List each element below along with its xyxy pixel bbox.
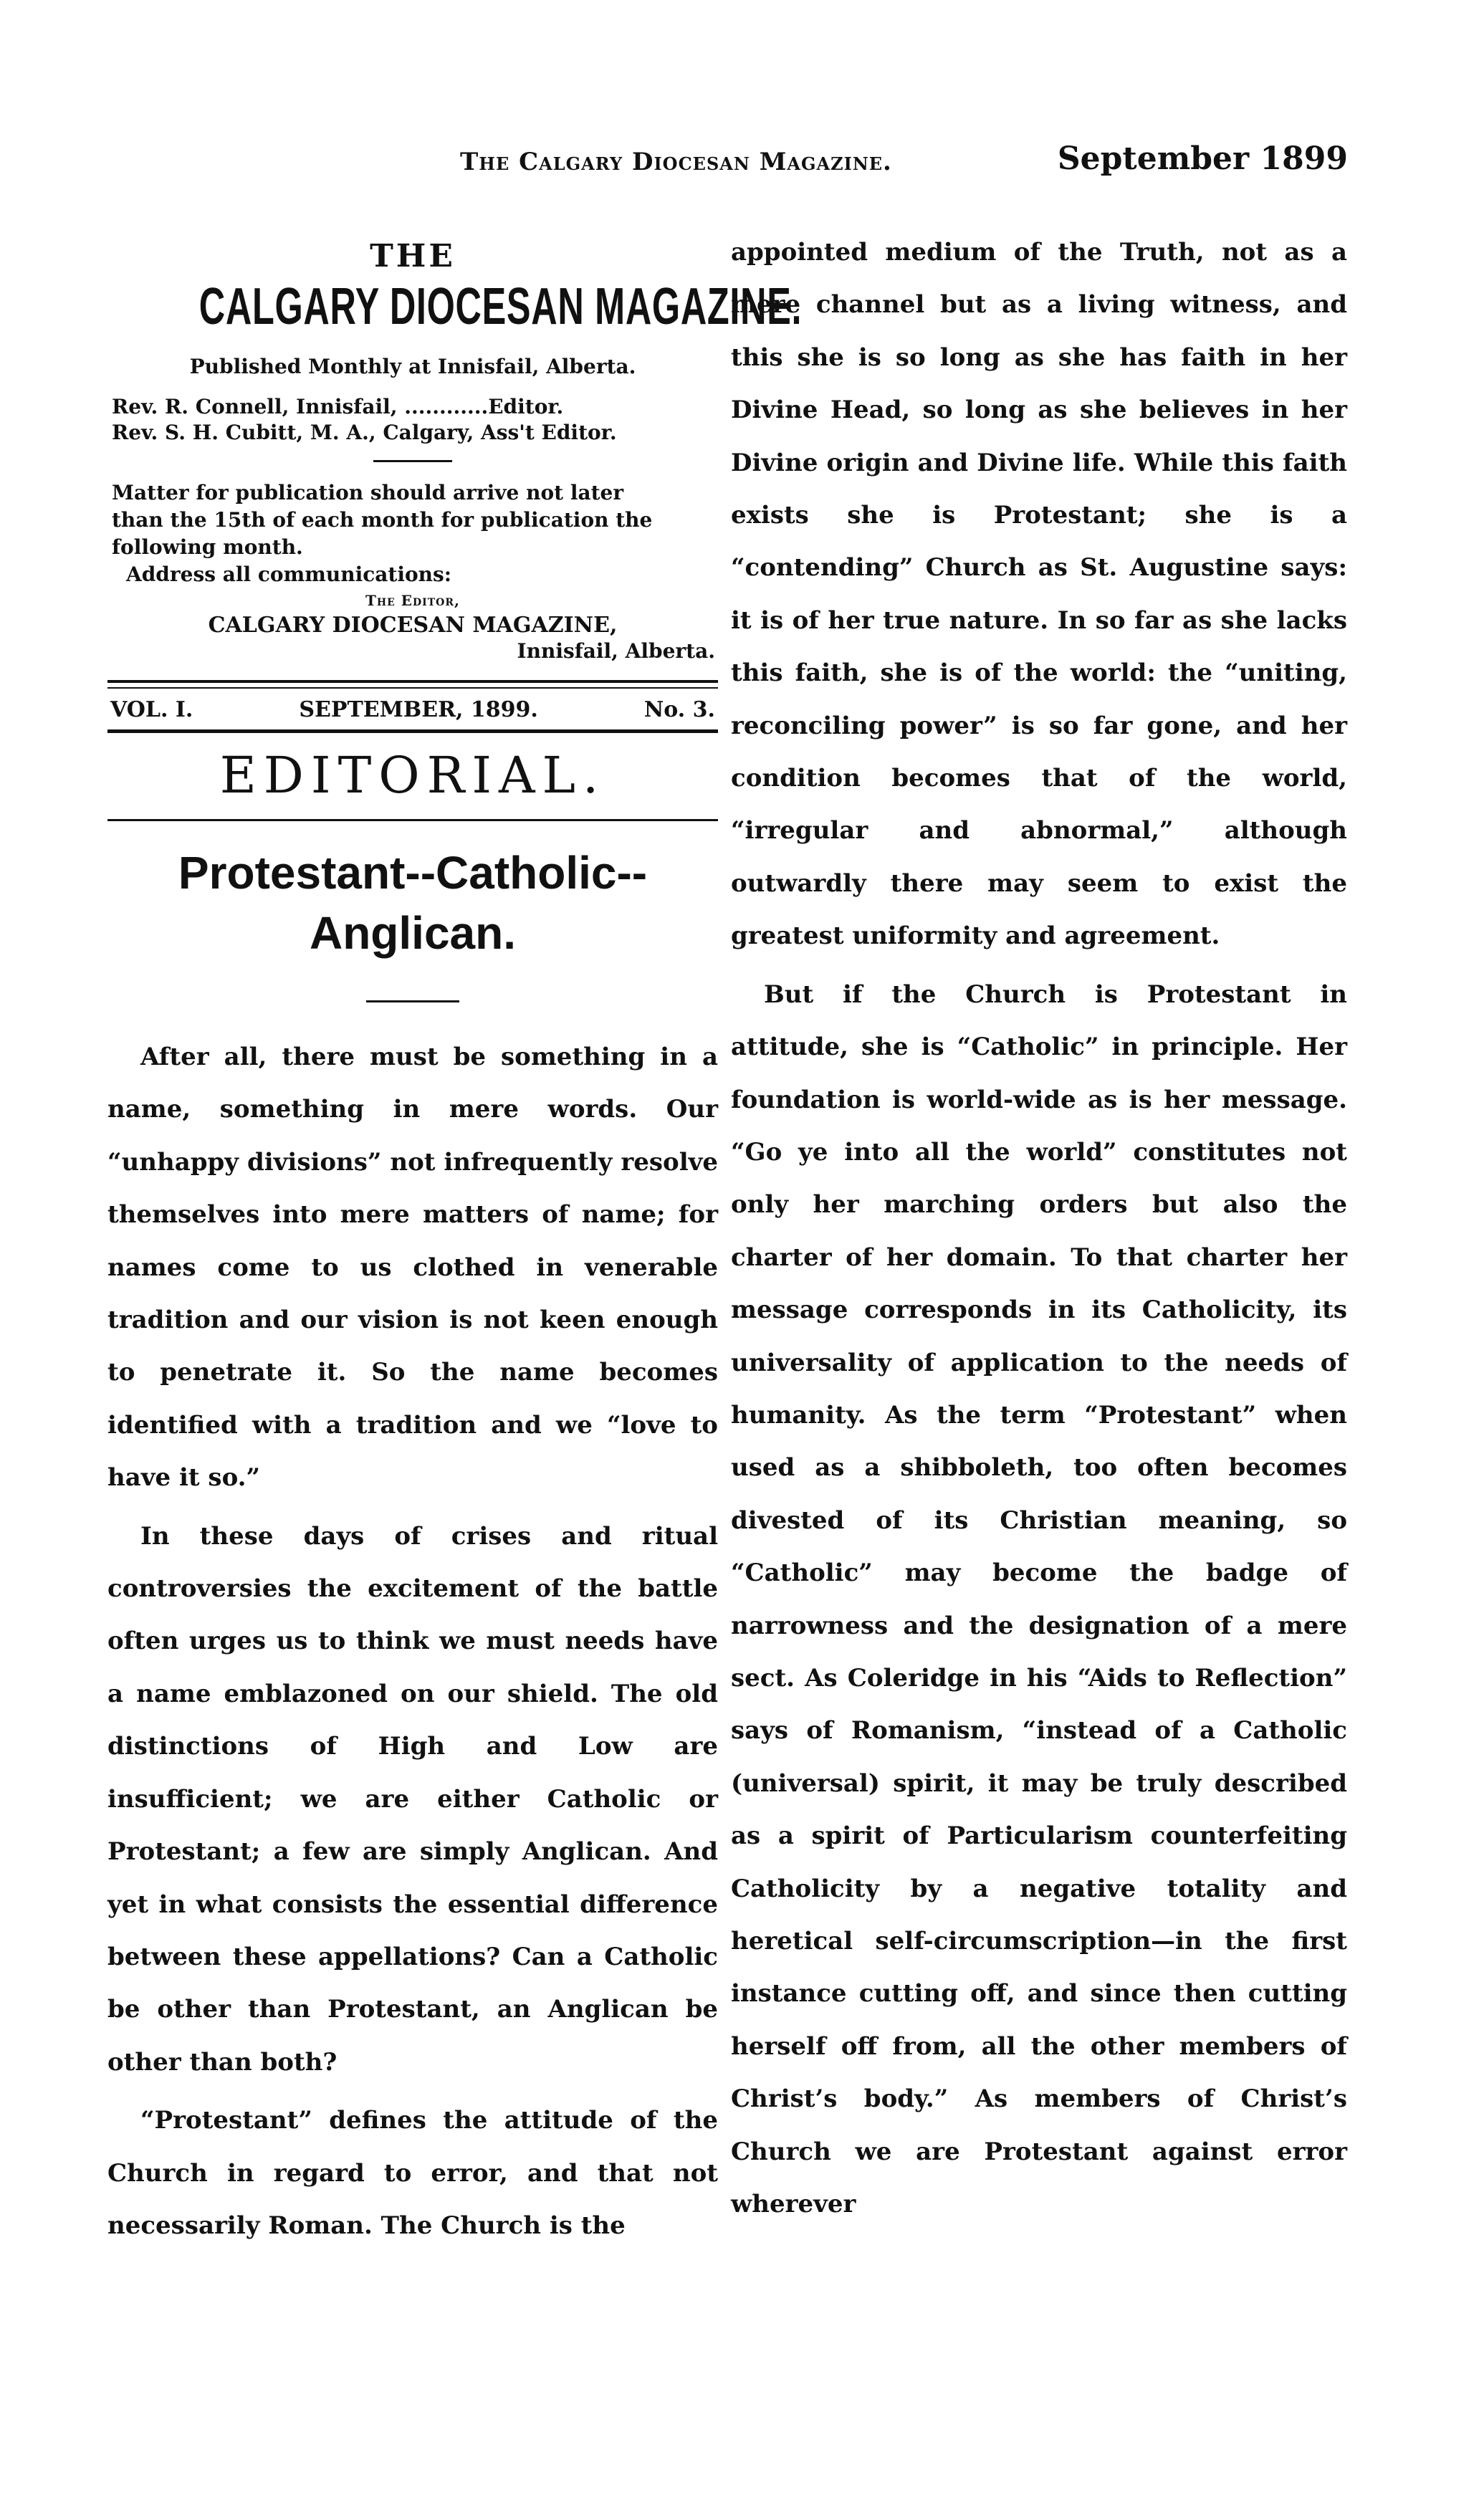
masthead-the: THE	[370, 238, 456, 274]
issue-month: SEPTEMBER, 1899.	[299, 697, 538, 722]
address-intro: Address all communications:	[126, 563, 452, 586]
assistant-editor-line: Rev. S. H. Cubitt, M. A., Calgary, Ass't Editor.	[112, 421, 617, 444]
article-title-line: Anglican.	[309, 907, 517, 959]
issue-number: No. 3.	[643, 697, 715, 722]
article-paragraph: appointed medium of the Truth, not as a mere channel but as a living witness, and this she is so long as she has faith in her Divine Head, so long as she believes in her Divine origin and Divine life. While this faith exists she is Protestant; she is a “contending” Church as St. Augustine says: it is of her true nature. In so far as she lacks this faith, she is of the world: the “uniting, reconciling power” is so far gone, and her condition becomes that of the world, “irregular and abnormal,” although outwardly there may seem to exist the greatest uniformity and agreement.	[731, 238, 1347, 951]
address-magazine: CALGARY DIOCESAN MAGAZINE,	[208, 613, 618, 638]
article-title-line: Protestant--Catholic--	[178, 847, 648, 899]
article-paragraph: But if the Church is Protestant in attitude, she is “Catholic” in principle. Her foundation is world-wide as is her message. “Go ye into all the world” constitutes not only her marching orders but also the charter of her domain. To that charter her message corresponds in its Catholicity, its universality of application to the needs of humanity. As the term “Protestant” when used as a shibboleth, too often becomes divested of its Christian meaning, so “Catholic” may become the badge of narrowness and the designation of a mere sect. As Coleridge in his “Aids to Reflection” says of Romanism, “instead of a Catholic (universal) spirit, it may be truly described as a spirit of Particularism counterfeiting Catholicity by a negative totality and heretical self-circumscription—in the first instance cutting off, and since then cutting herself off from, all the other members of Christ’s body.” As members of Christ’s Church we are Protestant against error wherever	[731, 980, 1347, 2219]
masthead-published: Published Monthly at Innisfail, Alberta.	[189, 355, 636, 378]
article-paragraph: In these days of crises and ritual controversies the excitement of the battle often urges us to think we must needs have a name emblazoned on our shield. The old distinctions of High and Low are insufficient; we are either Catholic or Protestant; a few are simply Anglican. And yet in what consists the essential difference between these appellations? Can a Catholic be other than Protestant, an Anglican be other than both?	[107, 1521, 718, 2077]
running-head-date: September 1899	[1057, 140, 1348, 177]
right-column	[731, 226, 1347, 2231]
section-heading: EDITORIAL.	[219, 746, 606, 805]
masthead-title: CALGARY DIOCESAN MAGAZINE.	[198, 278, 803, 335]
issue-line	[107, 689, 718, 729]
article-paragraph: “Protestant” defines the attitude of the Church in regard to error, and that not necessarily Roman. The Church is the	[107, 2106, 718, 2240]
article-paragraph: After all, there must be something in a name, something in mere words. Our “unhappy divisions” not infrequently resolve themselves into mere matters of name; for names come to us clothed in venerable tradition and our vision is not keen enough to penetrate it. So the name becomes identified with a tradition and we “love to have it so.”	[107, 1043, 718, 1493]
rule	[107, 819, 718, 821]
left-column	[107, 228, 803, 2252]
rule	[107, 680, 718, 683]
address-editor: The Editor,	[365, 592, 460, 609]
issue-volume: VOL. I.	[110, 697, 193, 722]
article-divider	[366, 1000, 459, 1002]
running-head	[423, 140, 1348, 191]
address-town: Innisfail, Alberta.	[517, 639, 715, 663]
notice-line: Matter for publication should arrive not later	[112, 481, 624, 504]
notice-line: than the 15th of each month for publication the	[112, 508, 653, 532]
publication-notice	[107, 479, 718, 561]
editor-line: Rev. R. Connell, Innisfail, ............Editor.	[112, 395, 564, 418]
article-title	[107, 843, 718, 963]
running-head-title: The Calgary Diocesan Magazine.	[460, 148, 892, 176]
notice-line: following month.	[112, 535, 303, 559]
rule	[107, 729, 718, 733]
masthead-divider	[373, 460, 452, 462]
